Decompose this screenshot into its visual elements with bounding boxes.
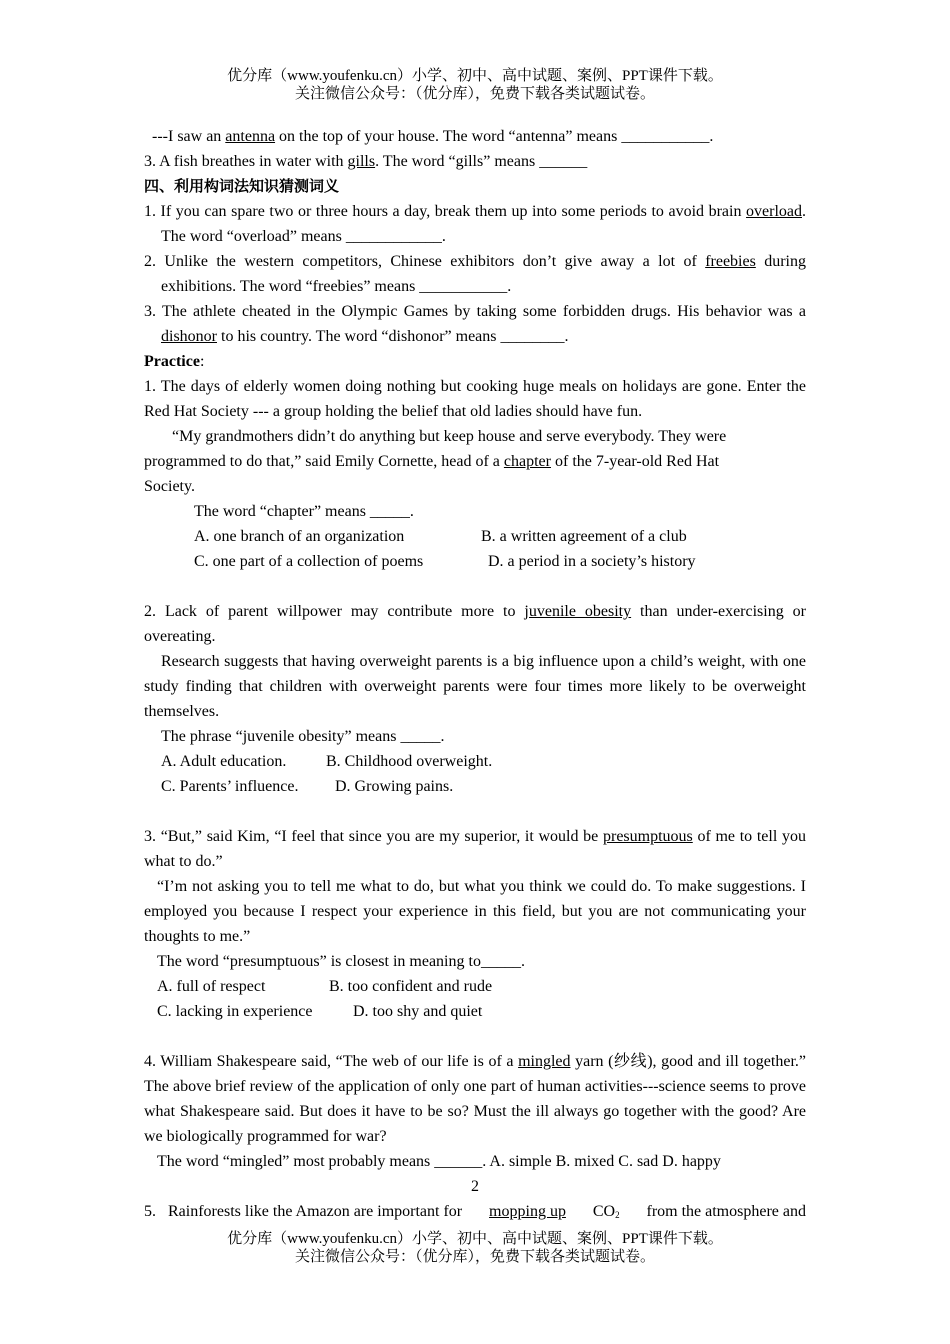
spacer xyxy=(144,574,806,599)
overload-question: 1. If you can spare two or three hours a day, break them up into some periods to avoid brain overload. The word “overload” means ____________. xyxy=(144,203,806,245)
option-b: B. Childhood overweight. xyxy=(326,753,493,770)
practice-1-options-cd xyxy=(144,549,806,574)
page-footer xyxy=(0,1230,950,1266)
underlined-word-overload: overload xyxy=(746,203,802,220)
practice-1-passage: 1. The days of elderly women doing nothing but cooking huge meals on holidays are gone. Enter the Red Hat Society --- a group holding the belief that old ladies should have fun. xyxy=(144,378,806,420)
option-d: D. too shy and quiet xyxy=(353,1003,483,1020)
dishonor-question: 3. The athlete cheated in the Olympic Games by taking some forbidden drugs. His behavior was a dishonor to his country. The word “dishonor” means ________. xyxy=(144,303,806,345)
spacer xyxy=(144,1024,806,1049)
practice-2-research: Research suggests that having overweight parents is a big influence upon a child’s weight, with one study finding that children with overweight parents were four times more likely to be overweight themselves. xyxy=(144,653,806,720)
underlined-word-presumptuous: presumptuous xyxy=(602,828,693,845)
option-a: A. one branch of an organization xyxy=(194,528,405,545)
page-header xyxy=(0,67,950,103)
underlined-word-chapter: chapter xyxy=(503,453,551,470)
practice-1-options-ab xyxy=(144,524,806,549)
gills-question: 3. A fish breathes in water with gills. The word “gills” means ______ xyxy=(144,153,588,170)
underlined-phrase-mopping-up: mopping up xyxy=(489,1203,566,1220)
spacer xyxy=(144,799,806,824)
practice-1-question: The word “chapter” means _____. xyxy=(194,503,414,520)
practice-3-reply: “I’m not asking you to tell me what to do, but what you think we could do. To make suggestions. I employed you because I respect your experience in this field, but you are not communicating your thoughts to me.” xyxy=(144,878,806,945)
document-body xyxy=(144,124,806,1224)
practice-3-question: The word “presumptuous” is closest in meaning to_____. xyxy=(157,953,525,970)
option-a: A. full of respect xyxy=(157,978,266,995)
underlined-word-dishonor: dishonor xyxy=(161,328,217,345)
option-c: C. lacking in experience xyxy=(157,1003,313,1020)
footer-line-1: 优分库（www.youfenku.cn）小学、初中、高中试题、案例、PPT课件下载。 xyxy=(227,1231,723,1247)
practice-2-options-cd xyxy=(144,774,806,799)
option-d: D. a period in a society’s history xyxy=(488,553,696,570)
underlined-word-gills: gills xyxy=(347,153,376,170)
option-c: C. one part of a collection of poems xyxy=(194,553,424,570)
practice-3-options-ab xyxy=(144,974,806,999)
practice-2-passage: 2. Lack of parent willpower may contribute more to juvenile obesity than under-exercising or overeating. xyxy=(144,603,807,645)
option-c: C. Parents’ influence. xyxy=(161,778,299,795)
option-b: B. a written agreement of a club xyxy=(481,528,687,545)
underlined-word-freebies: freebies xyxy=(705,253,756,270)
practice-2-question: The phrase “juvenile obesity” means _____. xyxy=(161,728,445,745)
practice-3-passage: 3. “But,” said Kim, “I feel that since you are my superior, it would be presumptuous of me to tell you what to do.” xyxy=(144,828,806,870)
option-d: D. Growing pains. xyxy=(335,778,454,795)
practice-4-passage: 4. William Shakespeare said, “The web of our life is of a mingled yarn (纱线), good and ill together.” The above brief review of the application of only one part of human activities---science seems to prove what Shakespeare said. But does it have to be so? Must the ill always go together with the good? Are we biologically programmed for war? xyxy=(144,1053,806,1145)
practice-heading: Practice: xyxy=(144,353,205,370)
freebies-question: 2. Unlike the western competitors, Chinese exhibitors don’t give away a lot of freebies during exhibitions. The word “freebies” means ___________. xyxy=(144,253,806,295)
option-b: B. too confident and rude xyxy=(329,978,493,995)
header-line-1: 优分库（www.youfenku.cn）小学、初中、高中试题、案例、PPT课件下载。 xyxy=(227,68,723,84)
antenna-sentence: ---I saw an antenna on the top of your house. The word “antenna” means ___________. xyxy=(152,128,714,145)
practice-4-question: The word “mingled” most probably means ______. A. simple B. mixed C. sad D. happy xyxy=(157,1153,721,1170)
footer-line-2: 关注微信公众号：（优分库），免费下载各类试题试卷。 xyxy=(294,1249,655,1265)
underlined-phrase-juvenile-obesity: juvenile obesity xyxy=(524,603,632,620)
underlined-word-antenna: antenna xyxy=(225,128,276,145)
practice-5-passage: 5. Rainforests like the Amazon are important for mopping up $CO_2$ from the atmosphere and xyxy=(144,1199,806,1224)
practice-3-options-cd xyxy=(144,999,806,1024)
header-line-2: 关注微信公众号：（优分库），免费下载各类试题试卷。 xyxy=(294,86,655,102)
option-a: A. Adult education. xyxy=(161,753,287,770)
practice-1-quote: “My grandmothers didn’t do anything but keep house and serve everybody. They were programmed to do that,” said Emily Cornette, head of a chapter of the 7-year-old Red Hat Society. xyxy=(144,428,727,495)
practice-2-options-ab xyxy=(144,749,806,774)
underlined-word-mingled: mingled xyxy=(518,1053,571,1070)
page-number: 2 xyxy=(471,1178,479,1195)
section-four-heading: 四、利用构词法知识猜测词义 xyxy=(144,177,340,195)
